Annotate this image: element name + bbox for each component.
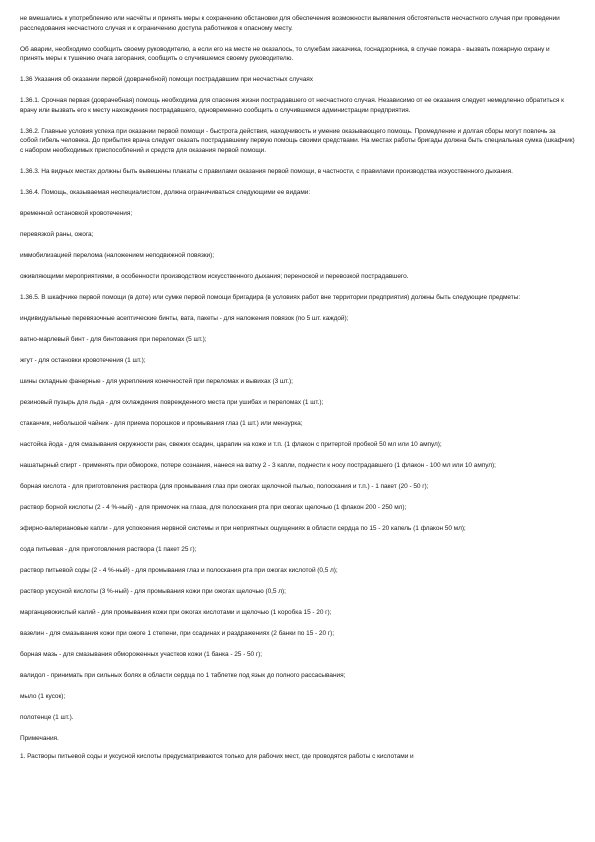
- list-item: раствор уксусной кислоты (3 %-ный) - для промывания кожи при ожогах щелочью (0,5 л);: [20, 587, 286, 595]
- list-item: сода питьевая - для приготовления раствора (1 пакет 25 г);: [20, 545, 197, 553]
- list-item: ватно-марлевый бинт - для бинтования при переломах (5 шт.);: [20, 335, 207, 343]
- paragraph-1-36-3: 1.36.3. На видных местах должны быть вывешены плакаты с правилами оказания первой помощи, в частности, с правилами производства искусственного дыхания.: [20, 167, 513, 175]
- paragraph-1-36-4: 1.36.4. Помощь, оказываемая неспециалистом, должна ограничиваться следующими ее видами:: [20, 188, 311, 196]
- paragraph-1-36-5: 1.36.5. В шкафчике первой помощи (в доте) или сумке первой помощи бригадира (в условиях работ вне территории предприятия) должны быть следующие предметы:: [20, 293, 521, 301]
- list-item: борная кислота - для приготовления раствора (для промывания глаз при ожогах щелочной пылью, полоскания и т.п.) - 1 пакет (20 - 50 г);: [20, 482, 429, 490]
- list-item: эфирно-валериановые капли - для успокоения нервной системы и при неприятных ощущениях в области сердца по 15 - 20 капель (1 флакон 50 мл);: [20, 524, 466, 532]
- list-item: марганцевокислый калий - для промывания кожи при ожогах кислотами и щелочью (1 коробка 15 - 20 г);: [20, 608, 332, 616]
- list-item: валидол - принимать при сильных болях в области сердца по 1 таблетке под язык до полного рассасывания;: [20, 671, 346, 679]
- note-item: 1. Растворы питьевой соды и уксусной кислоты предусматриваются только для рабочих мест, где проводятся работы с кислотами и: [20, 753, 414, 760]
- list-item: резиновый пузырь для льда - для охлаждения поврежденного места при ушибах и переломах (1 шт.);: [20, 398, 324, 406]
- list-item: стаканчик, небольшой чайник - для приема порошков и промывания глаз (1 шт.) или мензурка;: [20, 419, 303, 427]
- list-item: мыло (1 кусок);: [20, 692, 66, 700]
- list-item: борная мазь - для смазывания обмороженных участков кожи (1 банка - 25 - 50 г);: [20, 650, 263, 658]
- list-item: оживляющими мероприятиями, в особенности производством искусственного дыхания; переноской и перевозкой пострадавшего.: [20, 272, 409, 280]
- list-item: жгут - для остановки кровотечения (1 шт.);: [20, 356, 146, 364]
- section-heading-first-aid: 1.36 Указания об оказании первой (доврачебной) помощи пострадавшим при несчастных случаях: [20, 76, 313, 83]
- list-item: вазелин - для смазывания кожи при ожоге 1 степени, при ссадинах и раздражениях (2 банки по 15 - 20 г);: [20, 629, 334, 637]
- paragraph-accident-scene: не вмешались к употреблению или насчёты и принять меры к сохранению обстановки для обеспечения возможности выявления обстоятельств несчастного случая при проведении расследования несчастного случая и к ограничению доступа работников к опасному месту.: [20, 15, 560, 32]
- list-item: нашатырный спирт - применять при обмороке, потере сознания, нанеся на ватку 2 - 3 капли, поднести к носу пострадавшего (1 флакон - 100 мл или 10 ампул);: [20, 461, 496, 469]
- list-item: шины складные фанерные - для укрепления конечностей при переломах и вывихах (3 шт.);: [20, 377, 293, 385]
- list-item: раствор питьевой соды (2 - 4 %-ный) - для промывания глаз и полоскания рта при ожогах кислотой (0,5 л);: [20, 566, 338, 574]
- document-page: [20, 14, 575, 773]
- paragraph-accident-report: Об аварии, необходимо сообщить своему руководителю, а если его на месте не оказалось, то службам заказчика, госнадзорника, в случае пожара - вызвать пожарную охрану и принять меры к тушению очага загорания, сообщить о случившемся своему руководителю.: [20, 45, 550, 62]
- paragraph-1-36-1: 1.36.1. Срочная первая (доврачебная) помощь необходима для спасения жизни пострадавшего от несчастного случая. Независимо от ее оказания следует немедленно обратиться к врачу или вызвать его к месту нахождения пострадавшего, одновременно сообщить о случившемся администрации предприятия.: [20, 97, 564, 114]
- list-item: раствор борной кислоты (2 - 4 %-ный) - для примочек на глаза, для полоскания рта при ожогах щелочью (1 флакон 200 - 250 мл);: [20, 503, 407, 511]
- list-item: иммобилизацией перелома (наложением неподвижной повязки);: [20, 251, 215, 259]
- paragraph-1-36-2: 1.36.2. Главные условия успеха при оказании первой помощи - быстрота действия, находчивость и умение оказывающего помощь. Промедление и долгая сборы могут повлечь за собой гибель человека. До прибытия врача следует оказать пострадавшему первую помощь своими средствами. На местах работы бригады должна быть специальная сумка (шкафчик) с набором необходимых приспособлений и средств для оказания первой помощи.: [20, 127, 575, 154]
- list-item: полотенце (1 шт.).: [20, 713, 74, 721]
- notes-heading: Примечания.: [20, 734, 59, 742]
- list-item: временной остановкой кровотечения;: [20, 209, 133, 217]
- list-item: индивидуальные перевязочные асептические бинты, вата, пакеты - для наложения повязок (по 5 шт. каждой);: [20, 314, 349, 322]
- list-item: перевязкой раны, ожога;: [20, 230, 94, 238]
- list-item: настойка йода - для смазывания окружности ран, свежих ссадин, царапин на коже и т.п. (1 флакон с притертой пробкой 50 мл или 10 ампул);: [20, 440, 442, 448]
